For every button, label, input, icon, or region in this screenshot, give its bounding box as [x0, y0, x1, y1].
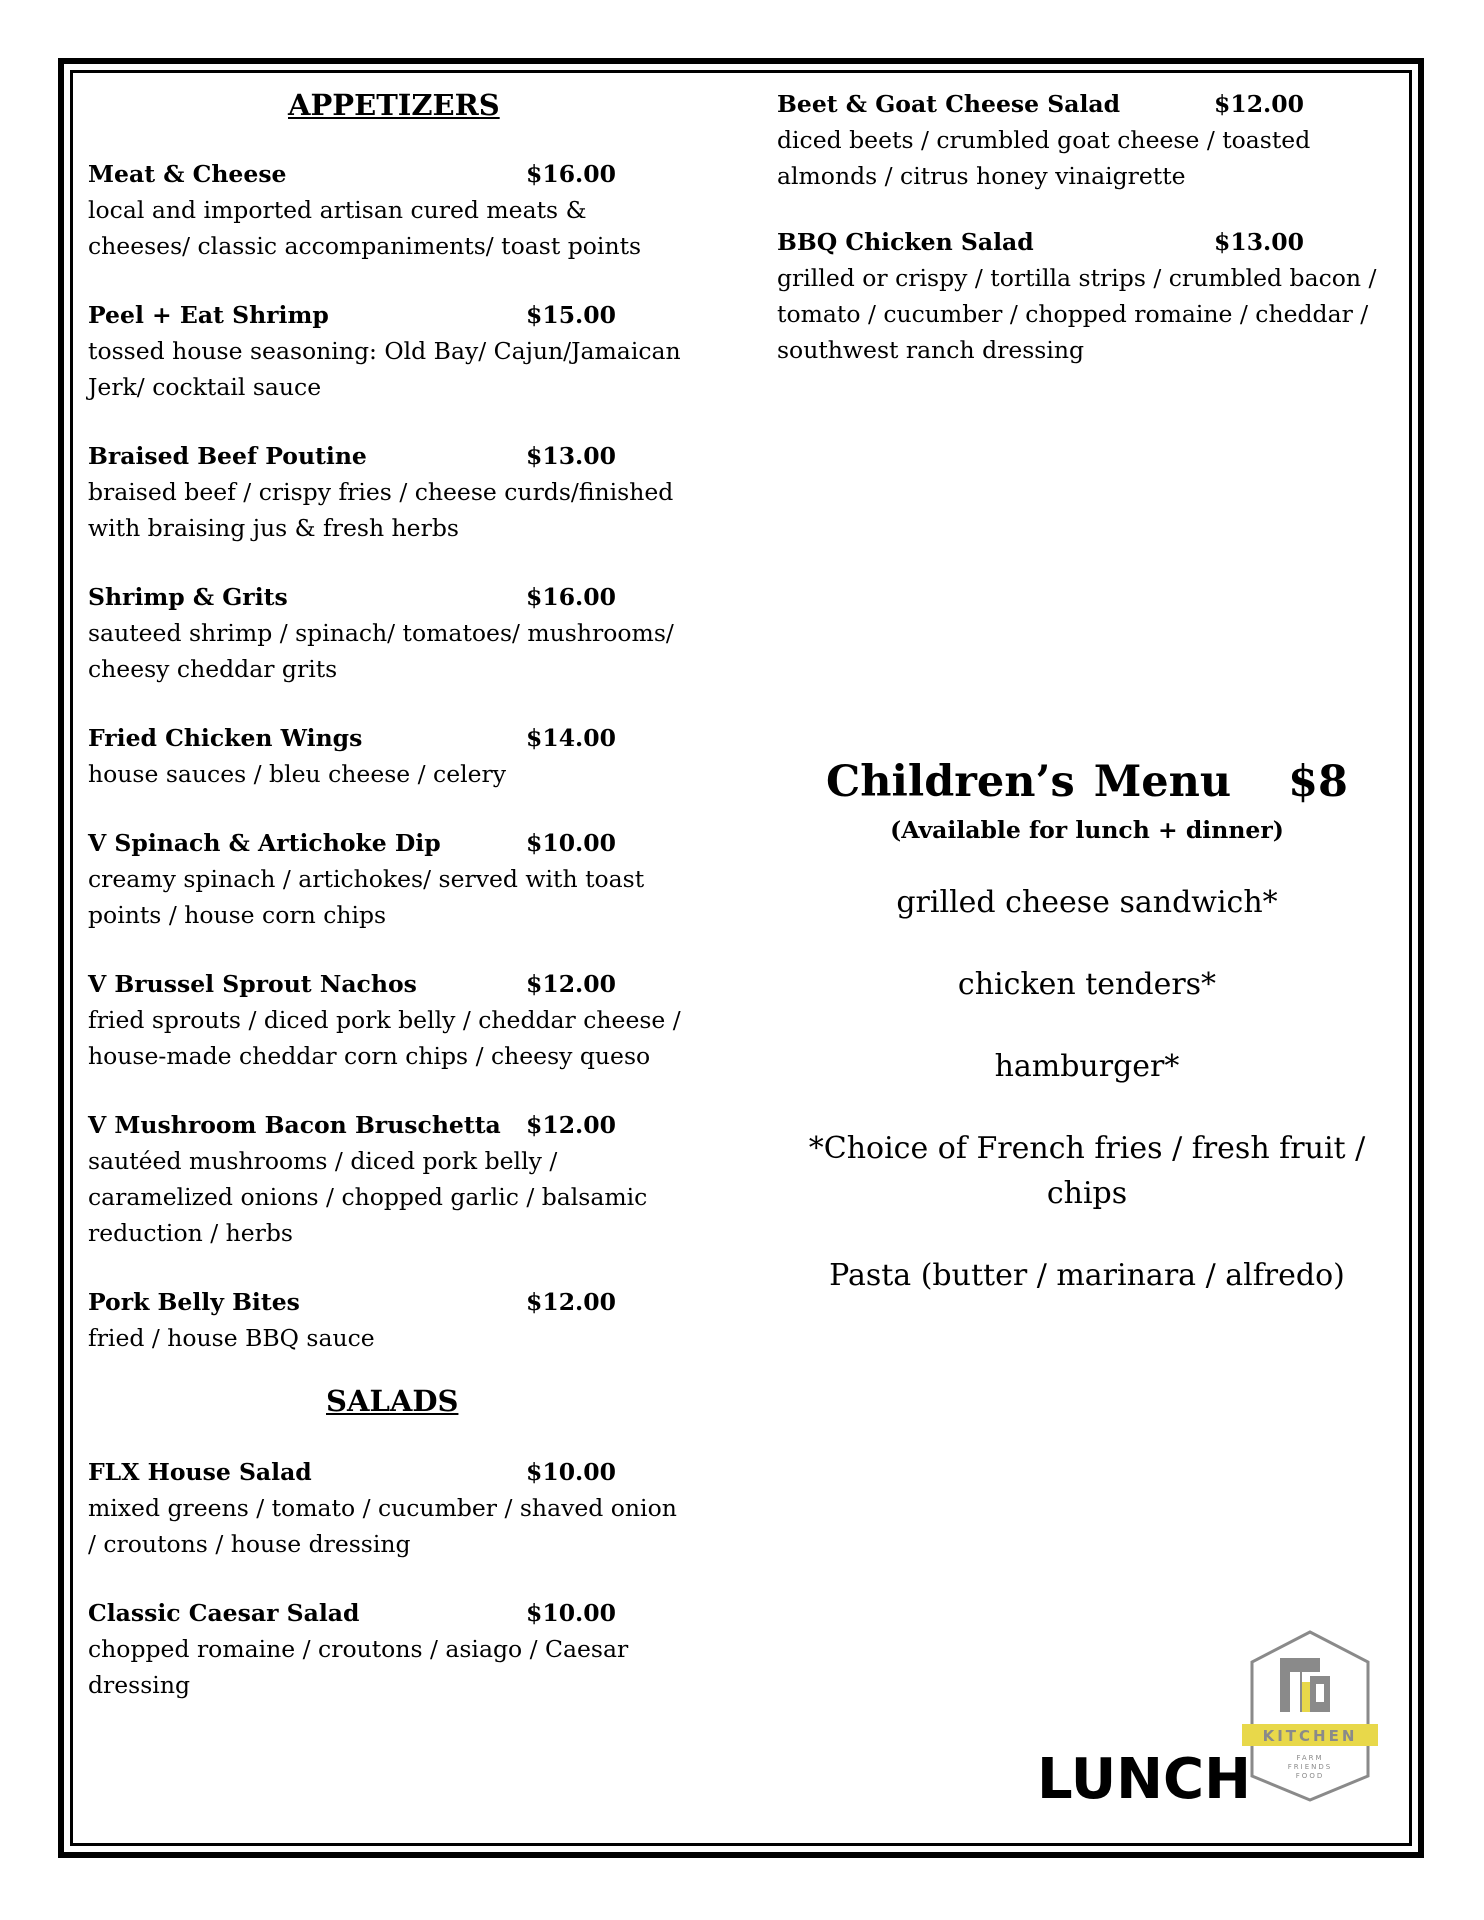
item-name: Braised Beef Poutine: [88, 442, 367, 470]
item-name: V Spinach & Artichoke Dip: [88, 829, 441, 857]
item-price: $16.00: [526, 160, 616, 188]
item-description: sauteed shrimp / spinach/ tomatoes/ mushrooms/ cheesy cheddar grits: [88, 619, 674, 683]
item-price: $12.00: [526, 1111, 616, 1139]
kids-item: chicken tenders*: [957, 967, 1217, 1002]
logo-tag-friends: FRIENDS: [1287, 1763, 1333, 1771]
item-price: $14.00: [526, 724, 616, 752]
item-price: $16.00: [526, 583, 616, 611]
kids-sides-note: *Choice of French fries / fresh fruit / chips: [808, 1131, 1366, 1211]
item-name: V Mushroom Bacon Bruschetta: [88, 1111, 501, 1139]
item-description: sautéed mushrooms / diced pork belly / caramelized onions / chopped garlic / balsamic reduction / herbs: [88, 1147, 648, 1247]
salads-heading: SALADS: [326, 1384, 459, 1418]
item-description: house sauces / bleu cheese / celery: [88, 760, 507, 788]
item-description: braised beef / crispy fries / cheese curds/finished with braising jus & fresh herbs: [88, 478, 674, 542]
kids-item: hamburger*: [994, 1049, 1180, 1084]
childrens-menu-title-text: Children’s Menu: [826, 757, 1232, 807]
menu-item: [777, 224, 1397, 368]
item-description: creamy spinach / artichokes/ served with toast points / house corn chips: [88, 865, 645, 929]
childrens-menu-subtitle: (Available for lunch + dinner): [890, 816, 1284, 844]
item-price: $12.00: [1214, 90, 1304, 118]
item-name: Pork Belly Bites: [88, 1288, 300, 1316]
appetizers-heading: APPETIZERS: [288, 88, 500, 122]
item-name: FLX House Salad: [88, 1458, 312, 1486]
right-column: [777, 86, 1397, 398]
kids-item: grilled cheese sandwich*: [896, 885, 1278, 920]
menu-item: [88, 1107, 688, 1251]
item-name: Peel + Eat Shrimp: [88, 301, 329, 329]
item-description: local and imported artisan cured meats & cheeses/ classic accompaniments/ toast points: [88, 196, 642, 260]
item-description: diced beets / crumbled goat cheese / toasted almonds / citrus honey vinaigrette: [777, 126, 1311, 190]
item-description: chopped romaine / croutons / asiago / Caesar dressing: [88, 1635, 629, 1699]
item-price: $10.00: [526, 1599, 616, 1627]
childrens-menu-title: [777, 752, 1397, 812]
menu-item: [88, 156, 688, 264]
item-name: Shrimp & Grits: [88, 583, 288, 611]
left-column: [88, 88, 688, 1736]
item-name: Beet & Goat Cheese Salad: [777, 90, 1121, 118]
item-description: grilled or crispy / tortilla strips / crumbled bacon / tomato / cucumber / chopped romaine / cheddar / southwest ranch dressing: [777, 264, 1377, 364]
item-description: fried / house BBQ sauce: [88, 1324, 375, 1352]
item-description: mixed greens / tomato / cucumber / shaved onion / croutons / house dressing: [88, 1494, 677, 1558]
menu-item: [88, 1595, 688, 1703]
menu-item: [777, 86, 1397, 194]
menu-item: [88, 1284, 688, 1356]
menu-item: [88, 1454, 688, 1562]
menu-item: [88, 966, 688, 1074]
item-price: $10.00: [526, 829, 616, 857]
menu-item: [88, 720, 688, 792]
item-name: Meat & Cheese: [88, 160, 287, 188]
logo-tag-food: FOOD: [1295, 1772, 1325, 1780]
item-name: BBQ Chicken Salad: [777, 228, 1034, 256]
item-price: $10.00: [526, 1458, 616, 1486]
item-price: $13.00: [526, 442, 616, 470]
item-description: fried sprouts / diced pork belly / cheddar cheese / house-made cheddar corn chips / cheesy queso: [88, 1006, 681, 1070]
item-name: Classic Caesar Salad: [88, 1599, 360, 1627]
logo-tag-farm: FARM: [1296, 1754, 1324, 1762]
menu-item: [88, 438, 688, 546]
kitchen-logo-graphic: [1240, 1628, 1380, 1803]
kitchen-logo: [1240, 1628, 1380, 1803]
childrens-menu-price: $8: [1288, 757, 1348, 807]
kids-item: Pasta (butter / marinara / alfredo): [829, 1258, 1345, 1293]
item-price: $13.00: [1214, 228, 1304, 256]
lunch-label: LUNCH: [1037, 1747, 1251, 1812]
menu-item: [88, 579, 688, 687]
logo-kitchen-text: KITCHEN: [1262, 1727, 1358, 1745]
item-price: $12.00: [526, 1288, 616, 1316]
menu-item: [88, 297, 688, 405]
item-price: $15.00: [526, 301, 616, 329]
item-name: V Brussel Sprout Nachos: [88, 970, 417, 998]
item-name: Fried Chicken Wings: [88, 724, 363, 752]
item-description: tossed house seasoning: Old Bay/ Cajun/Jamaican Jerk/ cocktail sauce: [88, 337, 681, 401]
item-price: $12.00: [526, 970, 616, 998]
childrens-menu: [777, 752, 1397, 1335]
menu-item: [88, 825, 688, 933]
